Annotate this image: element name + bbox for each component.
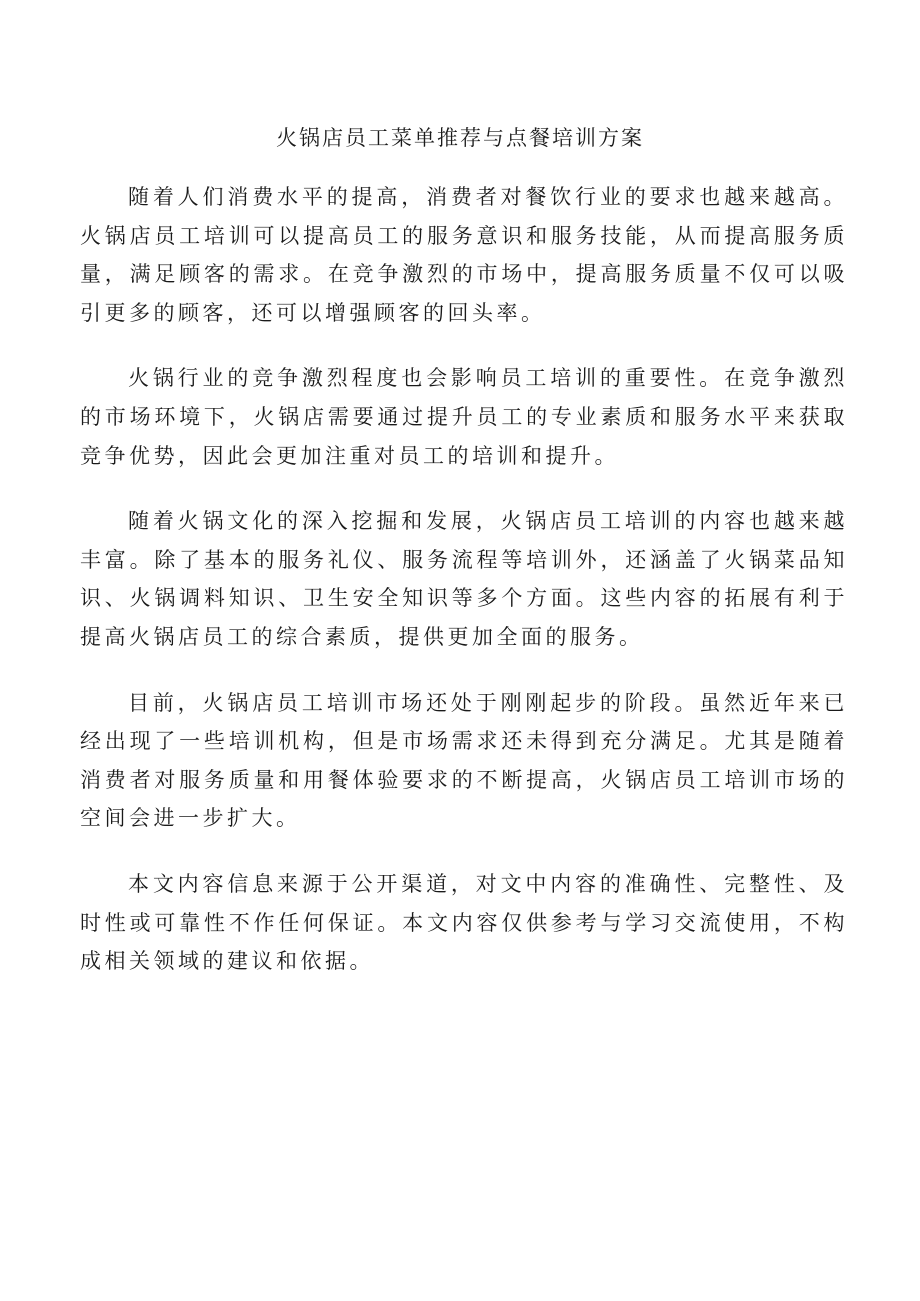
document-title: 火锅店员工菜单推荐与点餐培训方案 <box>276 126 644 150</box>
paragraph-4: 目前，火锅店员工培训市场还处于刚刚起步的阶段。虽然近年来已经出现了一些培训机构，但是市场需求还未得到充分满足。尤其是随着消费者对服务质量和用餐体验要求的不断提高，火锅店员工培训市场的空间会进一步扩大。 <box>80 690 848 831</box>
paragraph-3: 随着火锅文化的深入挖掘和发展，火锅店员工培训的内容也越来越丰富。除了基本的服务礼仪、服务流程等培训外，还涵盖了火锅菜品知识、火锅调料知识、卫生安全知识等多个方面。这些内容的拓展有利于提高火锅店员工的综合素质，提供更加全面的服务。 <box>80 509 848 649</box>
paragraph-5: 本文内容信息来源于公开渠道，对文中内容的准确性、完整性、及时性或可靠性不作任何保证。本文内容仅供参考与学习交流使用，不构成相关领域的建议和依据。 <box>80 871 848 974</box>
paragraph-1: 随着人们消费水平的提高，消费者对餐饮行业的要求也越来越高。火锅店员工培训可以提高员工的服务意识和服务技能，从而提高服务质量，满足顾客的需求。在竞争激烈的市场中，提高服务质量不仅可以吸引更多的顾客，还可以增强顾客的回头率。 <box>80 185 848 325</box>
paragraph-2: 火锅行业的竞争激烈程度也会影响员工培训的重要性。在竞争激烈的市场环境下，火锅店需要通过提升员工的专业素质和服务水平来获取竞争优势，因此会更加注重对员工的培训和提升。 <box>80 366 848 468</box>
document-body <box>80 178 848 1008</box>
